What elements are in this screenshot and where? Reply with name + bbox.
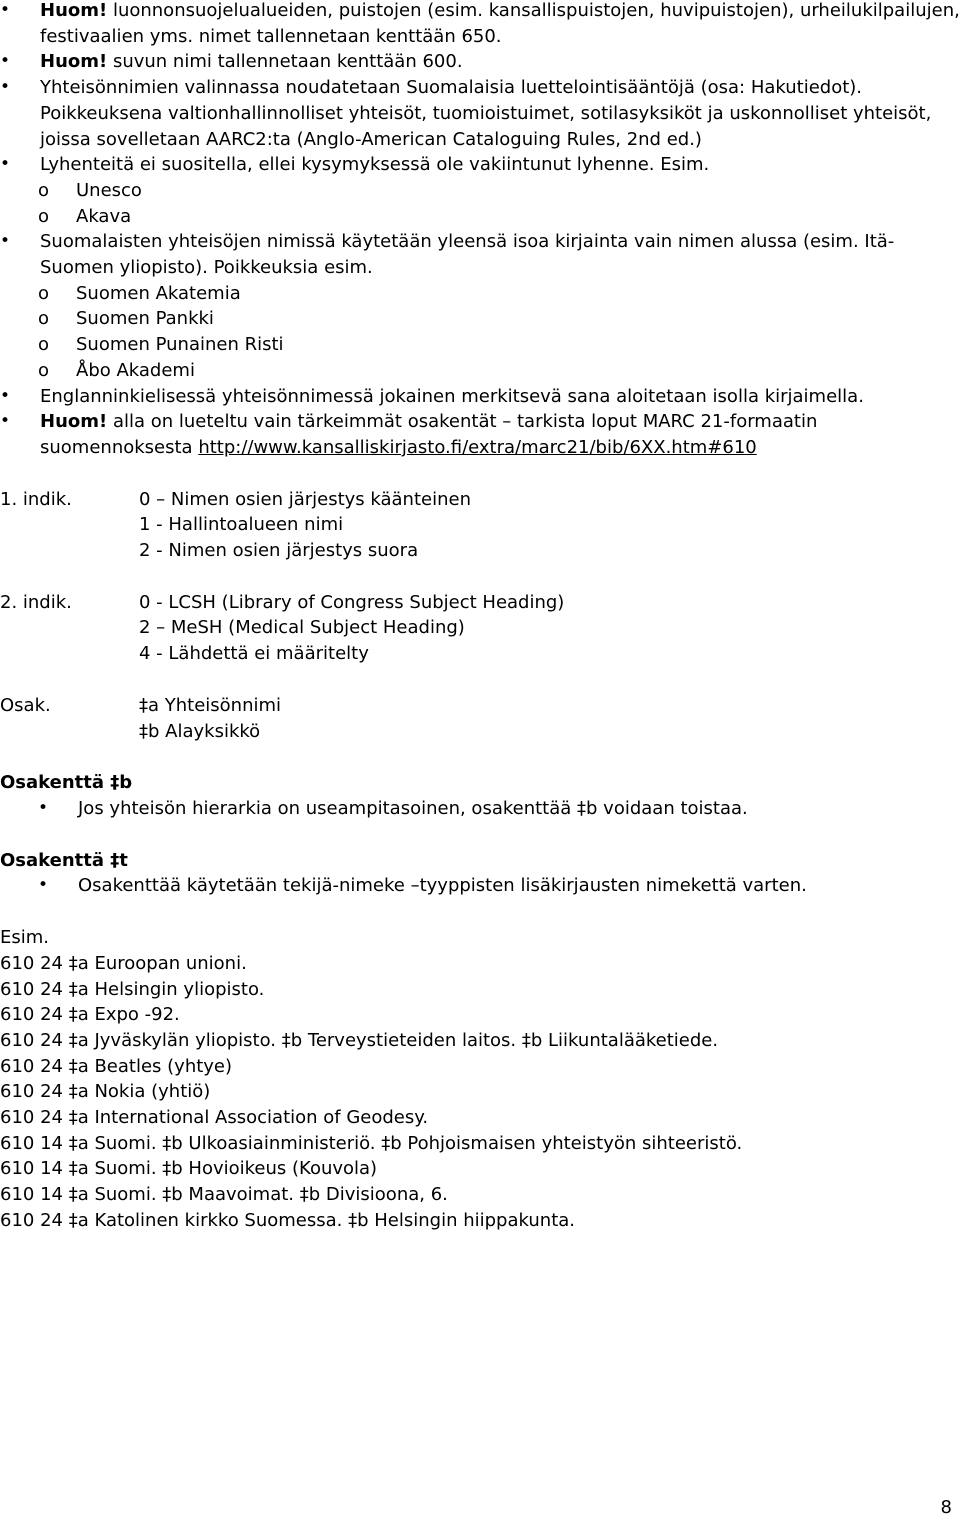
- bullet-item: [0, 49, 960, 75]
- subfield-b-heading: Osakenttä ‡b: [0, 772, 133, 794]
- sub-item: o Unesco: [0, 178, 960, 204]
- page-number: 8: [940, 1497, 952, 1518]
- example-line: 610 24 ‡a Katolinen kirkko Suomessa. ‡b Helsingin hiippakunta.: [0, 1209, 575, 1231]
- examples-label: Esim.: [0, 927, 50, 949]
- bullet-text: Lyhenteitä ei suositella, ellei kysymyksessä ole vakiintunut lyhenne. Esim.: [40, 154, 710, 176]
- note-label: Huom!: [40, 51, 108, 73]
- note-label: Huom!: [40, 0, 108, 21]
- example-line: 610 24 ‡a Jyväskylän yliopisto. ‡b Terveystieteiden laitos. ‡b Liikuntalääketiede.: [0, 1029, 719, 1051]
- bullet-text: suvun nimi tallennetaan kenttään 600.: [107, 51, 463, 73]
- bullet-text: Suomalaisten yhteisöjen nimissä käytetään yleensä isoa kirjainta vain nimen alussa (esim. Itä-Suomen yliopisto). Poikkeuksia esim.: [40, 231, 895, 279]
- sub-item: o Åbo Akademi: [0, 358, 960, 384]
- subfield-block: [0, 693, 960, 744]
- bullet-item: [0, 75, 960, 152]
- example-line: 610 14 ‡a Suomi. ‡b Ulkoasiainministeriö. ‡b Pohjoismaisen yhteistyön sihteeristö.: [0, 1132, 743, 1154]
- subfield-label: Osak.: [0, 694, 51, 716]
- example-line: 610 24 ‡a Expo -92.: [0, 1004, 180, 1026]
- indicator-value: 0 – Nimen osien järjestys käänteinen: [139, 488, 471, 510]
- indicator-value: 4 - Lähdettä ei määritelty: [139, 643, 369, 665]
- indicator-1-block: [0, 487, 960, 564]
- sub-item: o Suomen Punainen Risti: [0, 332, 960, 358]
- bullet-text: Yhteisönnimien valinnassa noudatetaan Suomalaisia luettelointisääntöjä (osa: Hakutiedot). Poikkeuksena valtionhallinnolliset yhteisöt, tuomioistuimet, sotilasyksiköt ja uskonnolliset yhteisöt, joissa sovelletaan AARC2:ta (Anglo-American Cataloguing Rules, 2nd ed.): [40, 77, 932, 150]
- example-line: 610 14 ‡a Suomi. ‡b Hovioikeus (Kouvola): [0, 1158, 378, 1180]
- indicator-values: [139, 487, 471, 564]
- indicator-value: 2 – MeSH (Medical Subject Heading): [139, 617, 465, 639]
- subfield-t-heading: Osakenttä ‡t: [0, 849, 128, 871]
- marc21-link[interactable]: http://www.kansalliskirjasto.fi/extra/marc21/bib/6XX.htm#610: [198, 436, 757, 458]
- top-bullet-list: [0, 0, 960, 461]
- indicator-label: 1. indik.: [0, 488, 72, 510]
- capital-example-list: [0, 281, 960, 384]
- bullet-item: [0, 229, 960, 383]
- example-list: [0, 951, 960, 1234]
- bullet-item: [0, 409, 960, 460]
- indicator-2-block: [0, 590, 960, 667]
- subfield-t-list: [0, 873, 960, 899]
- example-line: 610 24 ‡a Helsingin yliopisto.: [0, 978, 265, 1000]
- example-line: 610 24 ‡a Euroopan unioni.: [0, 952, 247, 974]
- subfield-values: [139, 693, 281, 744]
- bullet-item: • Jos yhteisön hierarkia on useampitasoinen, osakenttää ‡b voidaan toistaa.: [0, 796, 960, 822]
- subfield-value: ‡b Alayksikkö: [139, 720, 261, 742]
- example-line: 610 24 ‡a Beatles (yhtye): [0, 1055, 233, 1077]
- sub-item: o Akava: [0, 204, 960, 230]
- sub-item: o Suomen Pankki: [0, 306, 960, 332]
- subfield-value: ‡a Yhteisönnimi: [139, 694, 282, 716]
- indicator-values: [139, 590, 564, 667]
- note-label: Huom!: [40, 411, 108, 433]
- example-line: 610 24 ‡a International Association of Geodesy.: [0, 1107, 429, 1129]
- bullet-item: [0, 152, 960, 229]
- abbrev-example-list: [0, 178, 960, 229]
- bullet-item: [0, 384, 960, 410]
- bullet-text: Englanninkielisessä yhteisönnimessä jokainen merkitsevä sana aloitetaan isolla kirjaimella.: [40, 385, 864, 407]
- indicator-value: 2 - Nimen osien järjestys suora: [139, 540, 419, 562]
- bullet-item: • Osakenttää käytetään tekijä-nimeke –tyyppisten lisäkirjausten nimekettä varten.: [0, 873, 960, 899]
- indicator-value: 1 - Hallintoalueen nimi: [139, 514, 344, 536]
- indicator-value: 0 - LCSH (Library of Congress Subject Heading): [139, 591, 565, 613]
- bullet-text: luonnonsuojelualueiden, puistojen (esim. kansallispuistojen, huvipuistojen), urheilukilpailujen, festivaalien yms. nimet tallennetaan kenttään 650.: [40, 0, 960, 47]
- sub-item: o Suomen Akatemia: [0, 281, 960, 307]
- bullet-text: alla on lueteltu vain tärkeimmät osakentät – tarkista loput MARC 21-formaatin suomennoksesta: [40, 411, 818, 458]
- bullet-item: [0, 0, 960, 49]
- indicator-label: 2. indik.: [0, 591, 72, 613]
- example-line: 610 14 ‡a Suomi. ‡b Maavoimat. ‡b Divisioona, 6.: [0, 1184, 448, 1206]
- subfield-b-list: [0, 796, 960, 822]
- example-line: 610 24 ‡a Nokia (yhtiö): [0, 1081, 211, 1103]
